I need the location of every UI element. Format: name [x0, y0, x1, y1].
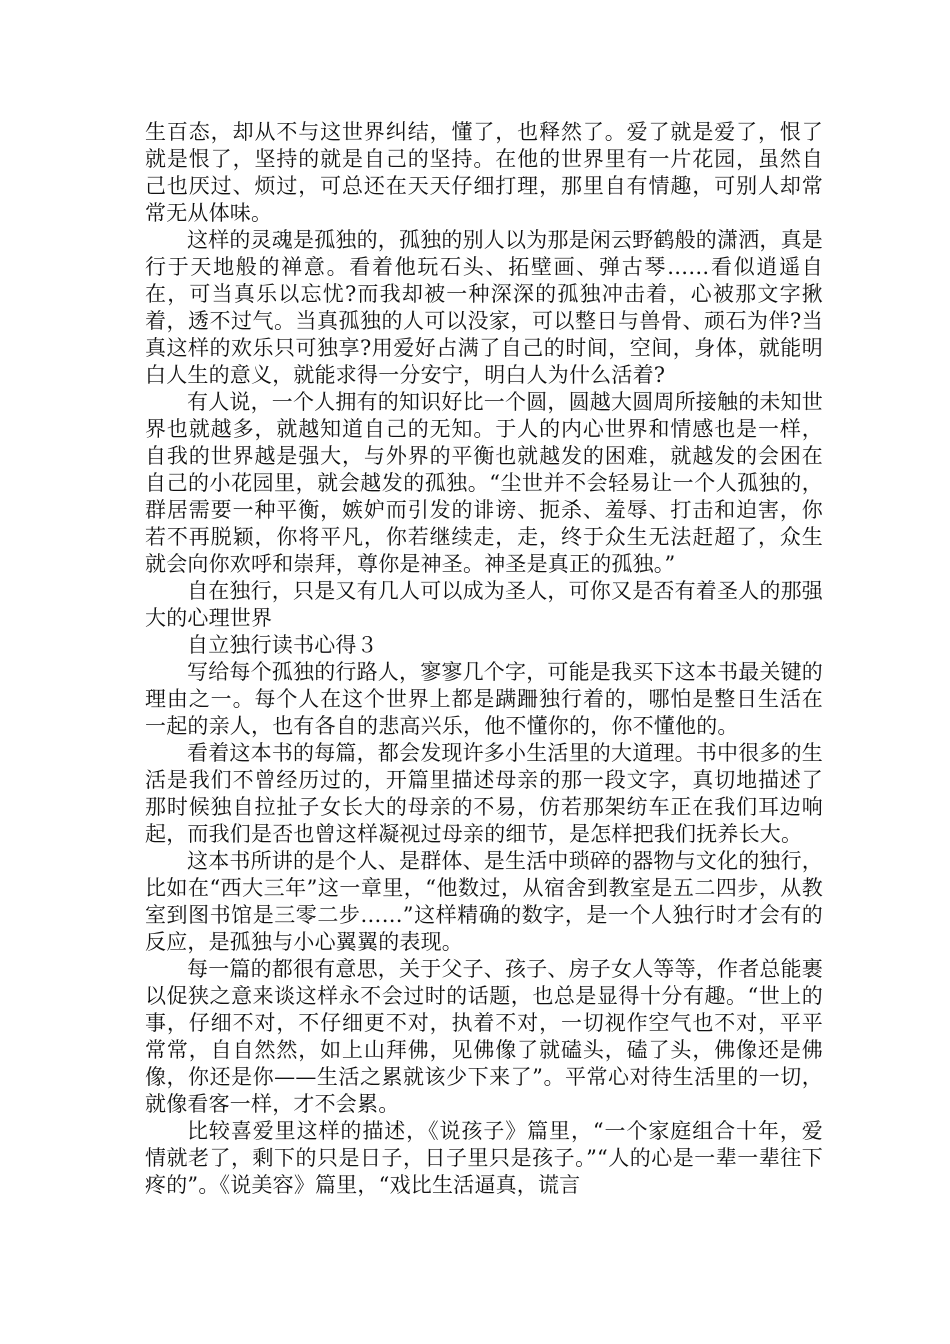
paragraph-book-content: 这本书所讲的是个人、是群体、是生活中琐碎的器物与文化的独行，比如在“西大三年”这一章里，“他数过，从宿舍到教室是五二四步，从教室到图书馆是三零二步……”这样精确的数字，是一个人独行时才会有的反应，是孤独与小心翼翼的表现。 — [145, 849, 823, 954]
paragraph-lonely-traveler: 写给每个孤独的行路人，寥寥几个字，可能是我买下这本书最关键的理由之一。每个人在这个世界上都是蹒跚独行着的，哪怕是整日生活在一起的亲人，也有各自的悲高兴乐，他不懂你的，你不懂他的。 — [145, 660, 823, 738]
paragraph-each-chapter: 看着这本书的每篇，都会发现许多小生活里的大道理。书中很多的生活是我们不曾经历过的，开篇里描述母亲的那一段文字，真切地描述了那时候独自拉扯子女长大的母亲的不易，仿若那架纺车正在我们耳边响起，而我们是否也曾这样凝视过母亲的细节，是怎样把我们抚养长大。 — [145, 741, 823, 846]
paragraph-free-walking: 自在独行，只是又有几人可以成为圣人，可你又是否有着圣人的那强大的心理世界 — [145, 579, 823, 630]
section-heading: 自立独行读书心得３ — [187, 633, 378, 657]
paragraph-favorite-descriptions: 比较喜爱里这样的描述，《说孩子》篇里，“一个家庭组合十年，爱情就老了，剩下的只是日子，日子里只是孩子。”“人的心是一辈一辈往下疼的”。《说美容》篇里，“戏比生活逼真，谎言 — [145, 1119, 823, 1197]
paragraph-lonely-soul: 这样的灵魂是孤独的，孤独的别人以为那是闲云野鹤般的潇洒，真是行于天地般的禅意。看着他玩石头、拓壁画、弹古琴……看似逍遥自在，可当真乐以忘忧?而我却被一种深深的孤独冲击着，心被那文字揪着，透不过气。当真孤独的人可以没家，可以整日与兽骨、顽石为伴?当真这样的欢乐只可独享?用爱好占满了自己的时间，空间，身体，就能明白人生的意义，就能求得一分安宁，明白人为什么活着? — [145, 228, 823, 387]
paragraph-knowledge-circle: 有人说，一个人拥有的知识好比一个圆，圆越大圆周所接触的未知世界也就越多，就越知道自己的无知。于人的内心世界和情感也是一样，自我的世界越是强大，与外界的平衡也就越发的困难，就越发的会困在自己的小花园里，就会越发的孤独。“尘世并不会轻易让一个人孤独的，群居需要一种平衡，嫉妒而引发的诽谤、扼杀、羞辱、打击和迫害，你若不再脱颖，你将平凡，你若继续走，走，终于众生无法赶超了，众生就会向你欢呼和崇拜，尊你是神圣。神圣是真正的孤独。” — [145, 390, 823, 576]
document-body — [145, 119, 823, 1199]
paragraph-continuation: 生百态，却从不与这世界纠结，懂了，也释然了。爱了就是爱了，恨了就是恨了，坚持的就是自己的坚持。在他的世界里有一片花园，虽然自己也厌过、烦过，可总还在天天仔细打理，那里自有情趣，可别人却常常无从体味。 — [145, 120, 823, 225]
paragraph-every-chapter-interesting: 每一篇的都很有意思，关于父子、孩子、房子女人等等，作者总能裹以促狭之意来谈这样永不会过时的话题，也总是显得十分有趣。“世上的事，仔细不对，不仔细更不对，执着不对，一切视作空气也不对，平平常常，自自然然，如上山拜佛，见佛像了就磕头，磕了头，佛像还是佛像，你还是你——生活之累就该少下来了”。平常心对待生活里的一切，就像看客一样，才不会累。 — [145, 957, 823, 1116]
